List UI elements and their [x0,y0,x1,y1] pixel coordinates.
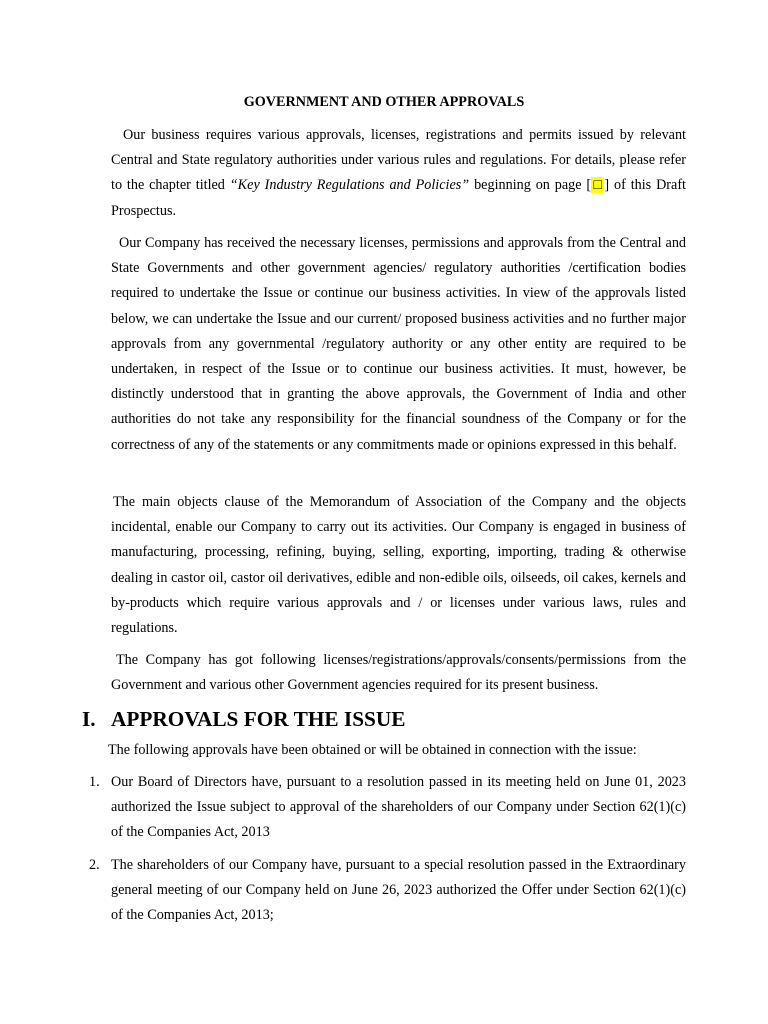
list-item [89,853,686,929]
section-number: I. [82,707,96,731]
paragraph-text: ] of this Draft Prospectus. [111,177,686,219]
list-item-text: The shareholders of our Company have, pursuant to a special resolution passed in the Extraordinary general meeting of our Company held on June 26, 2023 authorized the Offer under Section 62(1)(c) of the Companies Act, 2013; [111,857,686,924]
page-title: GOVERNMENT AND OTHER APPROVALS [243,94,525,110]
paragraph-text: beginning on page [ [469,177,592,194]
list-item-number: 2. [89,857,100,873]
paragraph-main-objects: The main objects clause of the Memorandum of Association of the Company and the objects incidental, enable our Company to carry out its activities. Our Company is engaged in business of manufacturing, processing, refining, buying, selling, exporting, importing, trading & otherwise dealing in castor oil, castor oil derivatives, edible and non-edible oils, oilseeds, oil cakes, kernels and by-products which require various approvals and / or licenses under various laws, rules and regulations. [111,494,686,637]
list-item-number: 1. [89,774,100,790]
section-title: APPROVALS FOR THE ISSUE [111,707,406,731]
section-heading [82,709,682,729]
paragraph-text: Our business requires various approvals, licenses, registrations and permits issued by relevant Central and State regulatory authorities under various rules and regulations. For details, please refer to the chapter titled [111,127,686,194]
chapter-reference: “Key Industry Regulations and Policies” [229,177,470,194]
paragraph-licenses: The Company has got following licenses/registrations/approvals/consents/permissions from the Government and various other Government agencies required for its present business. [111,652,686,694]
section-intro: The following approvals have been obtained or will be obtained in connection with the issue: [108,742,637,758]
paragraph-approvals-received: Our Company has received the necessary licenses, permissions and approvals from the Central and State Governments and other government agencies/ regulatory authorities /certification bodies required to undertake the Issue or continue our business activities. In view of the approvals listed below, we can undertake the Issue and our current/ proposed business activities and no further major approvals from any governmental /regulatory authority or any other entity are required to be undertaken, in respect of the Issue or to continue our business activities. It must, however, be distinctly understood that in granting the above approvals, the Government of India and other authorities do not take any responsibility for the financial soundness of the Company or for the correctness of any of the statements or any commitments made or opinions expressed in this behalf. [111,235,686,453]
list-item-text: Our Board of Directors have, pursuant to a resolution passed in its meeting held on June 01, 2023 authorized the Issue subject to approval of the shareholders of our Company under Section 62(1)(c) of the Companies Act, 2013 [111,774,686,841]
page-placeholder: □ [592,177,604,194]
list-item [89,770,686,846]
paragraph-approvals-intro [111,123,686,224]
